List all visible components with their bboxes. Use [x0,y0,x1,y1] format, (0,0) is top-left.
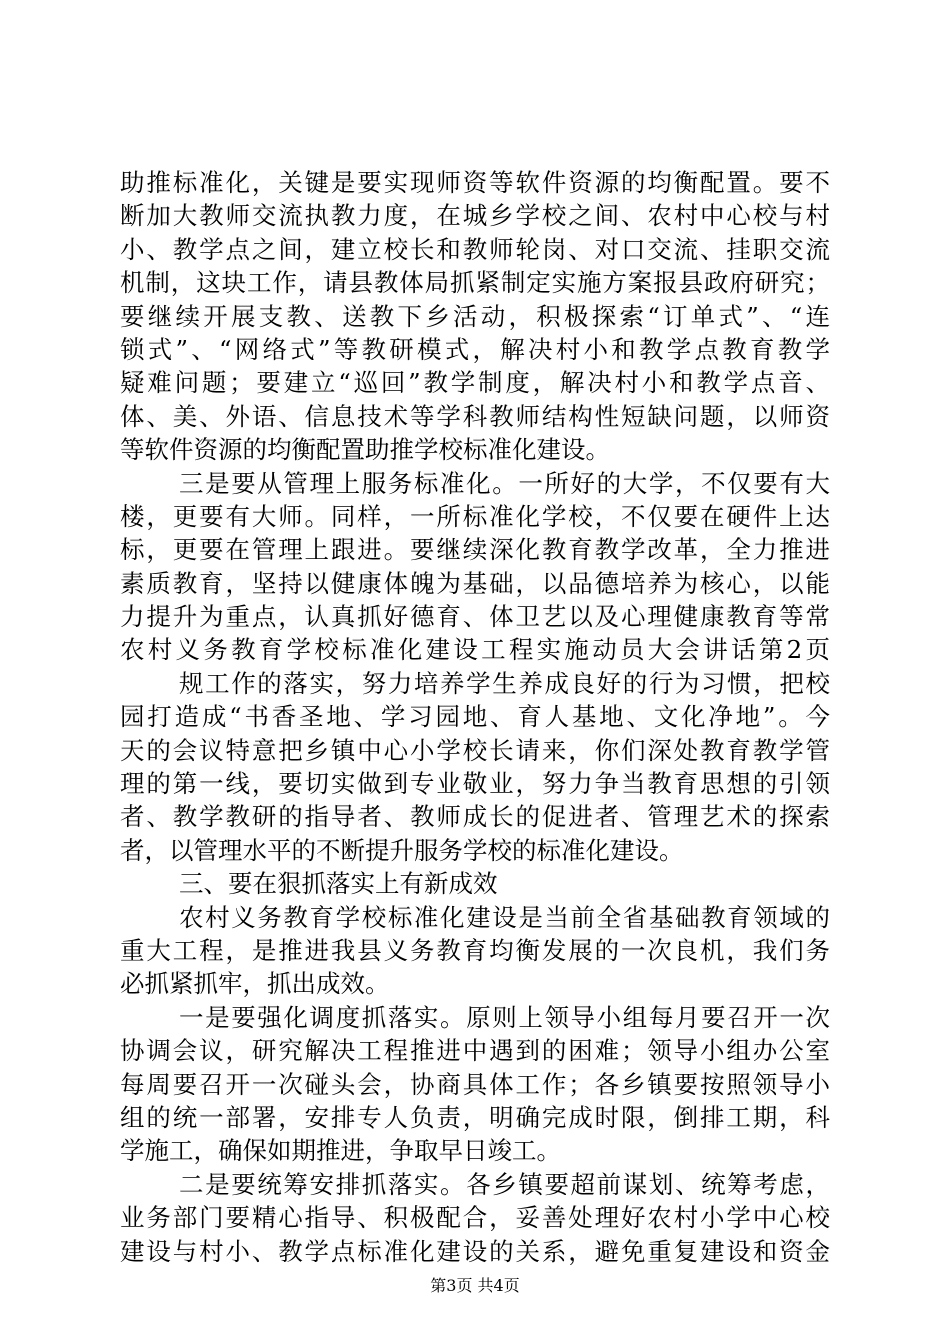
text-line: 素质教育，坚持以健康体魄为基础，以品德培养为核心，以能 [120,568,830,598]
text-line: 断加大教师交流执教力度，在城乡学校之间、农村中心校与村 [120,201,830,231]
section-heading: 三、要在狠抓落实上有新成效 [179,869,498,899]
text-line: 建设与村小、教学点标准化建设的关系，避免重复建设和资金 [120,1236,830,1266]
text-line: 机制，这块工作，请县教体局抓紧制定实施方案报县政府研究； [120,268,830,298]
text-line: 体、美、外语、信息技术等学科教师结构性短缺问题，以师资 [120,401,830,431]
text-line: 园打造成“书香圣地、学习园地、育人基地、文化净地”。今 [120,702,830,732]
text-line: 疑难问题；要建立“巡回”教学制度，解决村小和教学点音、 [120,368,830,398]
text-line: 农村义务教育学校标准化建设是当前全省基础教育领域的 [179,902,830,932]
text-line: 要继续开展支教、送教下乡活动，积极探索“订单式”、“连 [120,301,830,331]
page-number-footer: 第3页 共4页 [430,1276,520,1295]
text-line: 规工作的落实，努力培养学生养成良好的行为习惯，把校 [179,668,830,698]
document-body [120,166,830,1268]
text-line: 协调会议，研究解决工程推进中遇到的困难；领导小组办公室 [120,1036,830,1066]
text-line: 重大工程，是推进我县义务教育均衡发展的一次良机，我们务 [120,935,830,965]
text-line: 锁式”、“网络式”等教研模式，解决村小和教学点教育教学 [120,334,830,364]
text-line: 天的会议特意把乡镇中心小学校长请来，你们深处教育教学管 [120,735,830,765]
text-line: 等软件资源的均衡配置助推学校标准化建设。 [120,435,610,465]
text-line: 小、教学点之间，建立校长和教师轮岗、对口交流、挂职交流 [120,234,830,264]
text-line: 学施工，确保如期推进，争取早日竣工。 [120,1136,561,1166]
page-break-title: 农村义务教育学校标准化建设工程实施动员大会讲话第2页 [120,635,830,665]
text-line: 力提升为重点，认真抓好德育、体卫艺以及心理健康教育等常 [120,602,830,632]
text-line: 业务部门要精心指导、积极配合，妥善处理好农村小学中心校 [120,1203,830,1233]
text-line: 必抓紧抓牢，抓出成效。 [120,969,390,999]
text-line: 三是要从管理上服务标准化。一所好的大学，不仅要有大 [179,468,830,498]
text-line: 标，更要在管理上跟进。要继续深化教育教学改革，全力推进 [120,535,830,565]
text-line: 每周要召开一次碰头会，协商具体工作；各乡镇要按照领导小 [120,1069,830,1099]
text-line: 理的第一线，要切实做到专业敬业，努力争当教育思想的引领 [120,769,830,799]
text-line: 二是要统筹安排抓落实。各乡镇要超前谋划、统筹考虑， [179,1169,830,1199]
text-line: 者，以管理水平的不断提升服务学校的标准化建设。 [120,835,684,865]
text-line: 助推标准化，关键是要实现师资等软件资源的均衡配置。要不 [120,168,830,197]
text-line: 楼，更要有大师。同样，一所标准化学校，不仅要在硬件上达 [120,501,830,531]
text-line: 者、教学教研的指导者、教师成长的促进者、管理艺术的探索 [120,802,830,832]
text-line: 一是要强化调度抓落实。原则上领导小组每月要召开一次 [179,1002,830,1032]
text-line: 组的统一部署，安排专人负责，明确完成时限，倒排工期，科 [120,1102,830,1132]
